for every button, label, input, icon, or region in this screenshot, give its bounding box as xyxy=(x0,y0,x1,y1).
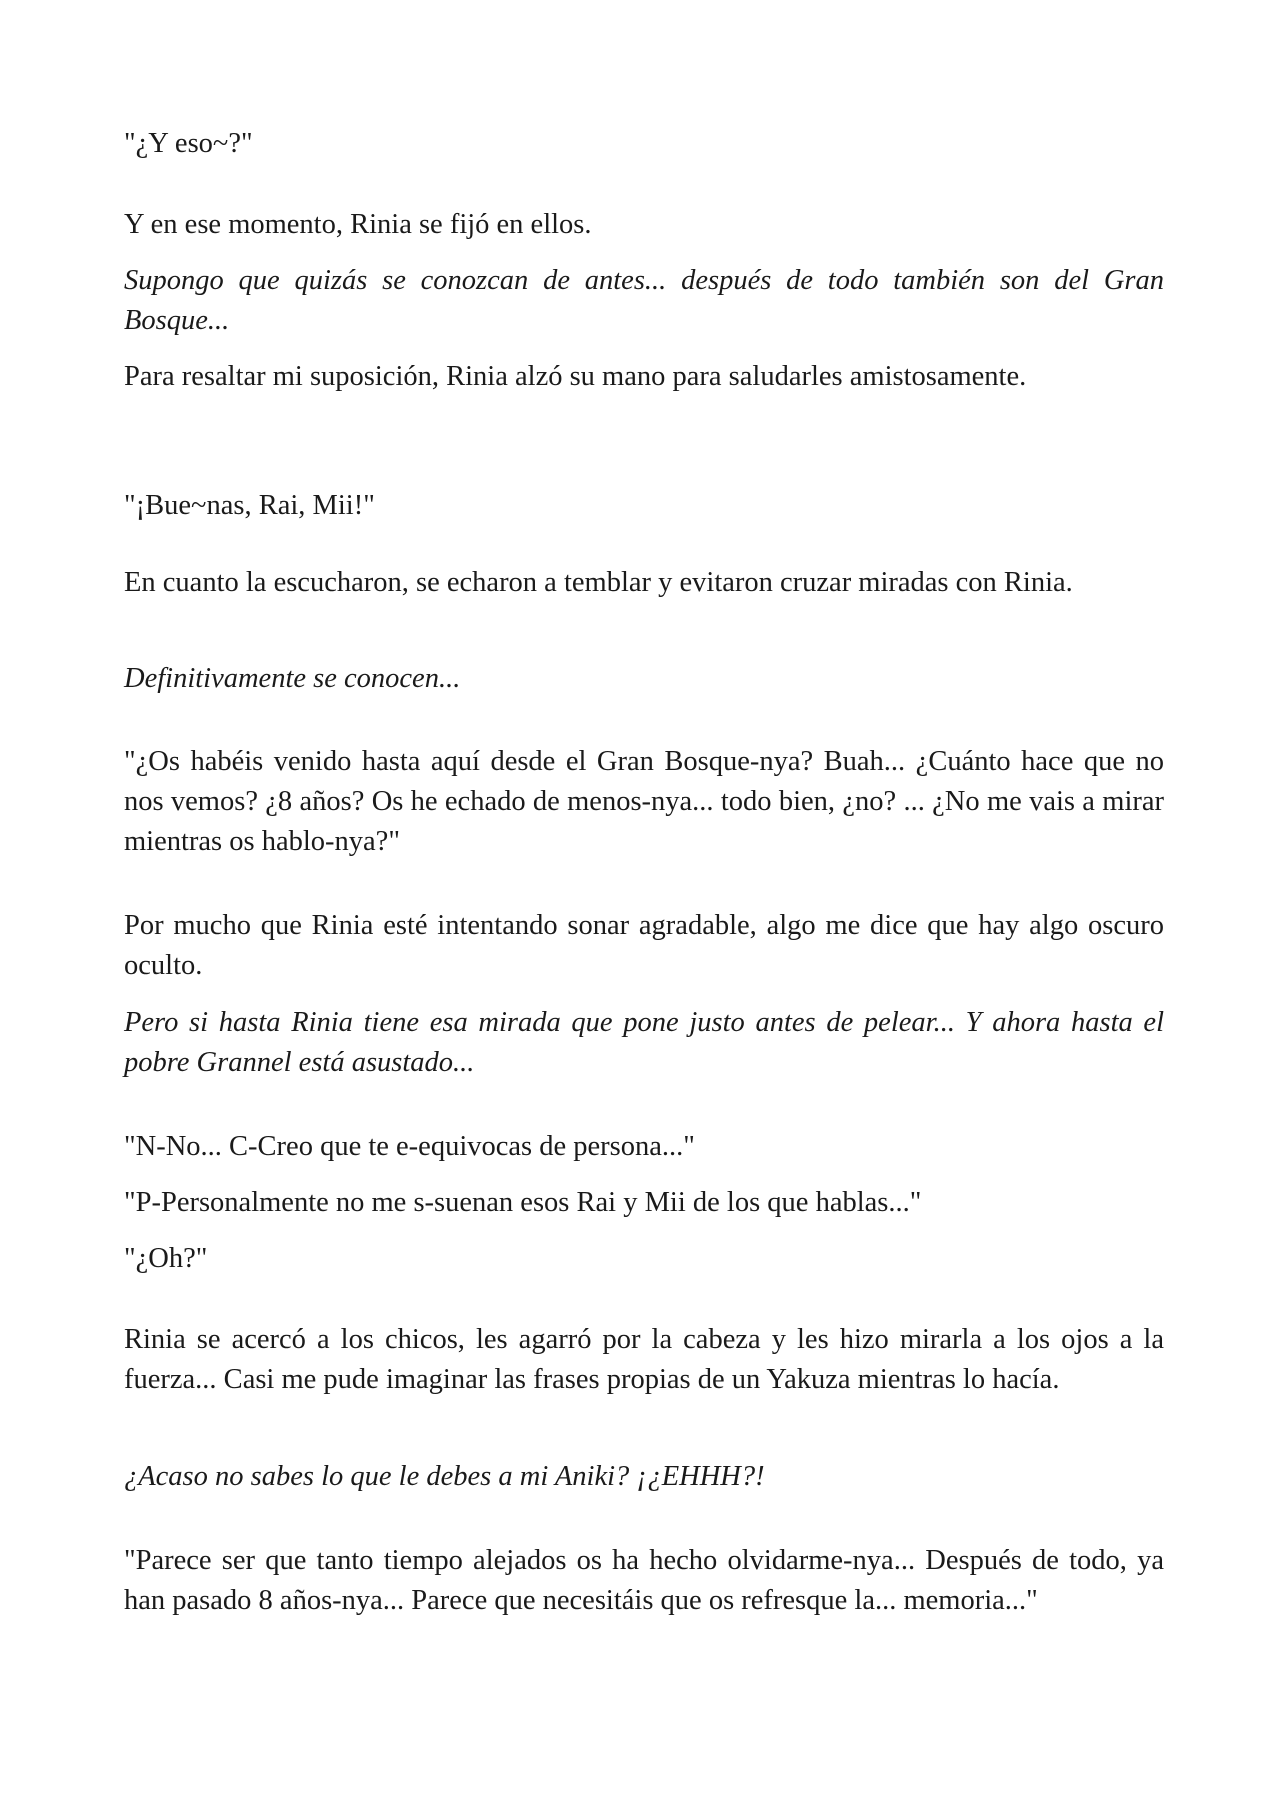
paragraph-8: "¿Os habéis venido hasta aquí desde el Gran Bosque-nya? Buah... ¿Cuánto hace que no nos vemos? ¿8 años? Os he echado de menos-nya... todo bien, ¿no? ... ¿No me vais a mirar mientras os hablo-nya?" xyxy=(124,746,1164,857)
paragraph-5: "¡Bue~nas, Rai, Mii!" xyxy=(124,490,375,521)
paragraph-1: "¿Y eso~?" xyxy=(124,128,253,159)
paragraph-11: "N-No... C-Creo que te e-equivocas de persona..." xyxy=(124,1131,695,1162)
paragraph-12: "P-Personalmente no me s-suenan esos Rai y Mii de los que hablas..." xyxy=(124,1187,922,1218)
paragraph-3-thought: Supongo que quizás se conozcan de antes... después de todo también son del Gran Bosque... xyxy=(124,265,1164,336)
paragraph-14: Rinia se acercó a los chicos, les agarró por la cabeza y les hizo mirarla a los ojos a la fuerza... Casi me pude imaginar las frases propias de un Yakuza mientras lo hacía. xyxy=(124,1324,1164,1395)
paragraph-16: "Parece ser que tanto tiempo alejados os ha hecho olvidarme-nya... Después de todo, ya han pasado 8 años-nya... Parece que necesitáis que os refresque la... memoria..." xyxy=(124,1545,1164,1616)
paragraph-15-thought: ¿Acaso no sabes lo que le debes a mi Aniki? ¡¿EHHH?! xyxy=(124,1461,765,1492)
paragraph-13: "¿Oh?" xyxy=(124,1243,208,1274)
document-page xyxy=(124,0,1164,1811)
paragraph-2: Y en ese momento, Rinia se fijó en ellos. xyxy=(124,209,592,240)
paragraph-7-thought: Definitivamente se conocen... xyxy=(124,663,461,694)
paragraph-6: En cuanto la escucharon, se echaron a temblar y evitaron cruzar miradas con Rinia. xyxy=(124,567,1073,598)
paragraph-10-thought: Pero si hasta Rinia tiene esa mirada que pone justo antes de pelear... Y ahora hasta el pobre Grannel está asustado... xyxy=(124,1007,1164,1078)
paragraph-4: Para resaltar mi suposición, Rinia alzó su mano para saludarles amistosamente. xyxy=(124,361,1027,392)
paragraph-9: Por mucho que Rinia esté intentando sonar agradable, algo me dice que hay algo oscuro oculto. xyxy=(124,910,1164,981)
